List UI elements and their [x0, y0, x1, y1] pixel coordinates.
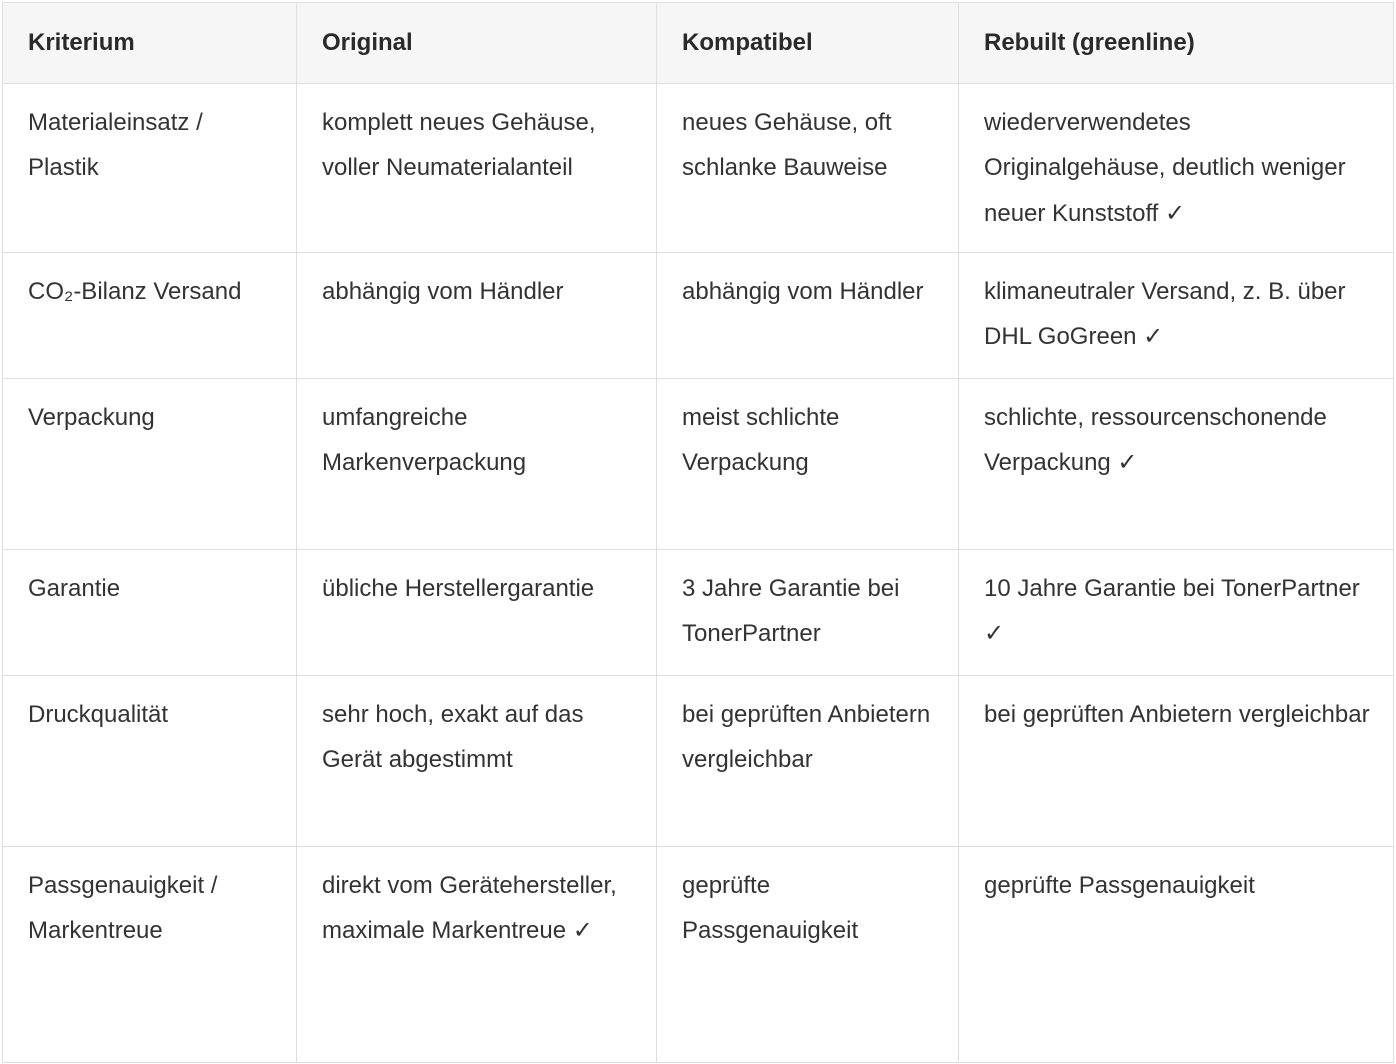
rebuilt-cell: schlichte, ressourcenschonende Verpackung ✓: [959, 379, 1394, 550]
rebuilt-cell: geprüfte Passgenauigkeit: [959, 847, 1394, 1063]
comparison-table-container: [2, 2, 1393, 1063]
row-criterion-cell: Verpackung: [3, 379, 297, 550]
header-row: [3, 3, 1394, 84]
row-criterion-cell: CO₂-Bilanz Versand: [3, 253, 297, 379]
table-header: [3, 3, 1394, 84]
kompatibel-cell: neues Gehäuse, oft schlanke Bauweise: [657, 84, 959, 253]
original-cell: abhängig vom Händler: [297, 253, 657, 379]
kompatibel-cell: 3 Jahre Garantie bei TonerPartner: [657, 550, 959, 676]
table-row: [3, 676, 1394, 847]
row-criterion-cell: Materialeinsatz / Plastik: [3, 84, 297, 253]
kompatibel-cell: abhängig vom Händler: [657, 253, 959, 379]
comparison-table: [2, 2, 1394, 1063]
original-cell: direkt vom Gerätehersteller, maximale Markentreue ✓: [297, 847, 657, 1063]
header-cell-kriterium: Kriterium: [3, 3, 297, 84]
table-row: [3, 253, 1394, 379]
original-cell: komplett neues Gehäuse, voller Neumaterialanteil: [297, 84, 657, 253]
table-row: [3, 84, 1394, 253]
row-criterion-cell: Garantie: [3, 550, 297, 676]
table-row: [3, 379, 1394, 550]
row-criterion-cell: Passgenauigkeit / Markentreue: [3, 847, 297, 1063]
header-cell-kompatibel: Kompatibel: [657, 3, 959, 84]
table-body: [3, 84, 1394, 1063]
original-cell: sehr hoch, exakt auf das Gerät abgestimmt: [297, 676, 657, 847]
original-cell: umfangreiche Markenverpackung: [297, 379, 657, 550]
rebuilt-cell: bei geprüften Anbietern vergleichbar: [959, 676, 1394, 847]
header-cell-original: Original: [297, 3, 657, 84]
header-cell-rebuilt: Rebuilt (greenline): [959, 3, 1394, 84]
rebuilt-cell: wiederverwendetes Originalgehäuse, deutlich weniger neuer Kunststoff ✓: [959, 84, 1394, 253]
rebuilt-cell: 10 Jahre Garantie bei TonerPartner ✓: [959, 550, 1394, 676]
table-row: [3, 550, 1394, 676]
kompatibel-cell: meist schlichte Verpackung: [657, 379, 959, 550]
table-row: [3, 847, 1394, 1063]
rebuilt-cell: klimaneutraler Versand, z. B. über DHL GoGreen ✓: [959, 253, 1394, 379]
original-cell: übliche Herstellergarantie: [297, 550, 657, 676]
row-criterion-cell: Druckqualität: [3, 676, 297, 847]
kompatibel-cell: bei geprüften Anbietern vergleichbar: [657, 676, 959, 847]
kompatibel-cell: geprüfte Passgenauigkeit: [657, 847, 959, 1063]
